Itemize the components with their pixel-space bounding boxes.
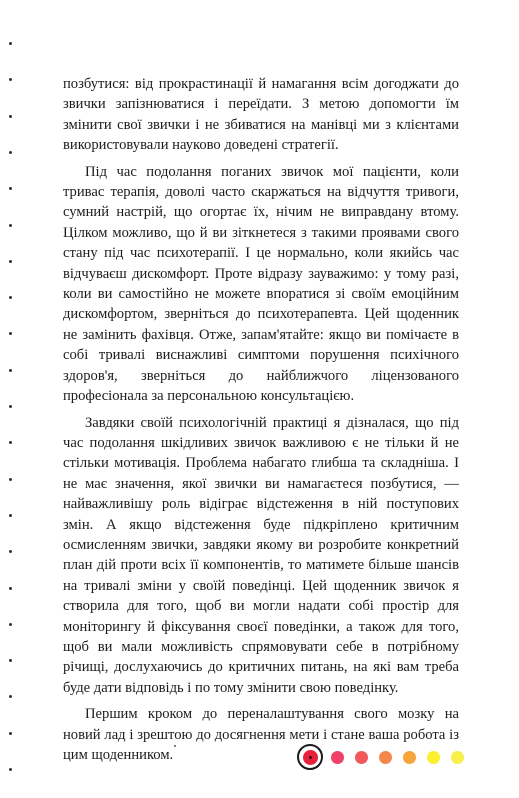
margin-bullet xyxy=(9,224,12,227)
margin-bullet xyxy=(9,296,12,299)
progress-dot xyxy=(451,751,464,764)
margin-bullet xyxy=(9,587,12,590)
progress-dot xyxy=(427,751,440,764)
margin-bullet xyxy=(9,695,12,698)
progress-dot xyxy=(331,751,344,764)
margin-bullet xyxy=(9,768,12,771)
progress-dot-current xyxy=(297,744,323,770)
stray-mark xyxy=(174,745,176,747)
paragraph-3: Завдяки своїй психологічній практиці я дізналася, що під час подолання шкідливих звичок важливою є не тільки й не стільки мотивація. Проблема набагато глибша та складніша. І не має значення, якої звички ви намагаєтеся позбутися, — найважливішу роль відіграє відстеження в ній поступових змін. А якщо відстеження буде підкріплено критичним осмисленням звички, завдяки якому ви розробите конкретний план дій проти всіх її компонентів, то матимете більше шансів на тривалі зміни у своїй поведінці. Цей щоденник звичок я створила для того, щоб ви могли надати собі простір для моніторингу й фіксування своєї поведінки, а також для того, щоб ви мали можливість спрямовувати себе в потрібному річищі, дослухаючись до критичних питань, на які вам треба буде дати відповідь і по тому змінити свою поведінку. xyxy=(63,414,459,696)
margin-bullet xyxy=(9,514,12,517)
progress-dot xyxy=(379,751,392,764)
margin-bullet xyxy=(9,550,12,553)
margin-bullet xyxy=(9,187,12,190)
margin-bullet-column xyxy=(9,0,15,798)
margin-bullet xyxy=(9,623,12,626)
progress-dot xyxy=(403,751,416,764)
progress-dot xyxy=(355,751,368,764)
margin-bullet xyxy=(9,78,12,81)
progress-dots xyxy=(297,742,475,772)
margin-bullet xyxy=(9,115,12,118)
margin-bullet xyxy=(9,405,12,408)
margin-bullet xyxy=(9,478,12,481)
margin-bullet xyxy=(9,151,12,154)
body-text xyxy=(63,74,459,765)
margin-bullet xyxy=(9,42,12,45)
margin-bullet xyxy=(9,369,12,372)
margin-bullet xyxy=(9,732,12,735)
paragraph-1: позбутися: від прокрастинації й намагання всім догоджати до звички запізнюватися і переїдати. З метою допомогти їм змінити свої звички і не збиватися на манівці ми з клієнтами використовували науково доведені стратегії. xyxy=(63,76,459,154)
margin-bullet xyxy=(9,332,12,335)
margin-bullet xyxy=(9,659,12,662)
paragraph-2: Під час подолання поганих звичок мої пацієнти, коли тривас терапія, доволі часто скаржаться на відчуття тривоги, сумний настрій, що огортає їх, нічим не виправдану втому. Цілком можливо, що й ви зіткнетеся з такими проявами свого стану під час психотерапії. І це нормально, коли якийсь час відчуваєш дискомфорт. Проте відразу зауважимо: у тому разі, коли ви самостійно не можете впоратися зі своїм емоційним дискомфортом, зверніться до психотерапевта. Цей щоденник не замінить фахівця. Отже, запам'ятайте: якщо ви помічаєте в собі тривалі виснажливі симптоми порушення психічного здоров'я, зверніться до найближчого ліцензованого професіонала за персональною консультацією. xyxy=(63,163,459,405)
margin-bullet xyxy=(9,441,12,444)
margin-bullet xyxy=(9,260,12,263)
paragraph-4: Першим кроком до переналаштування свого мозку на новий лад і зрештою до досягнення мети і стане ваша робота із цим щоденником. xyxy=(63,706,459,763)
